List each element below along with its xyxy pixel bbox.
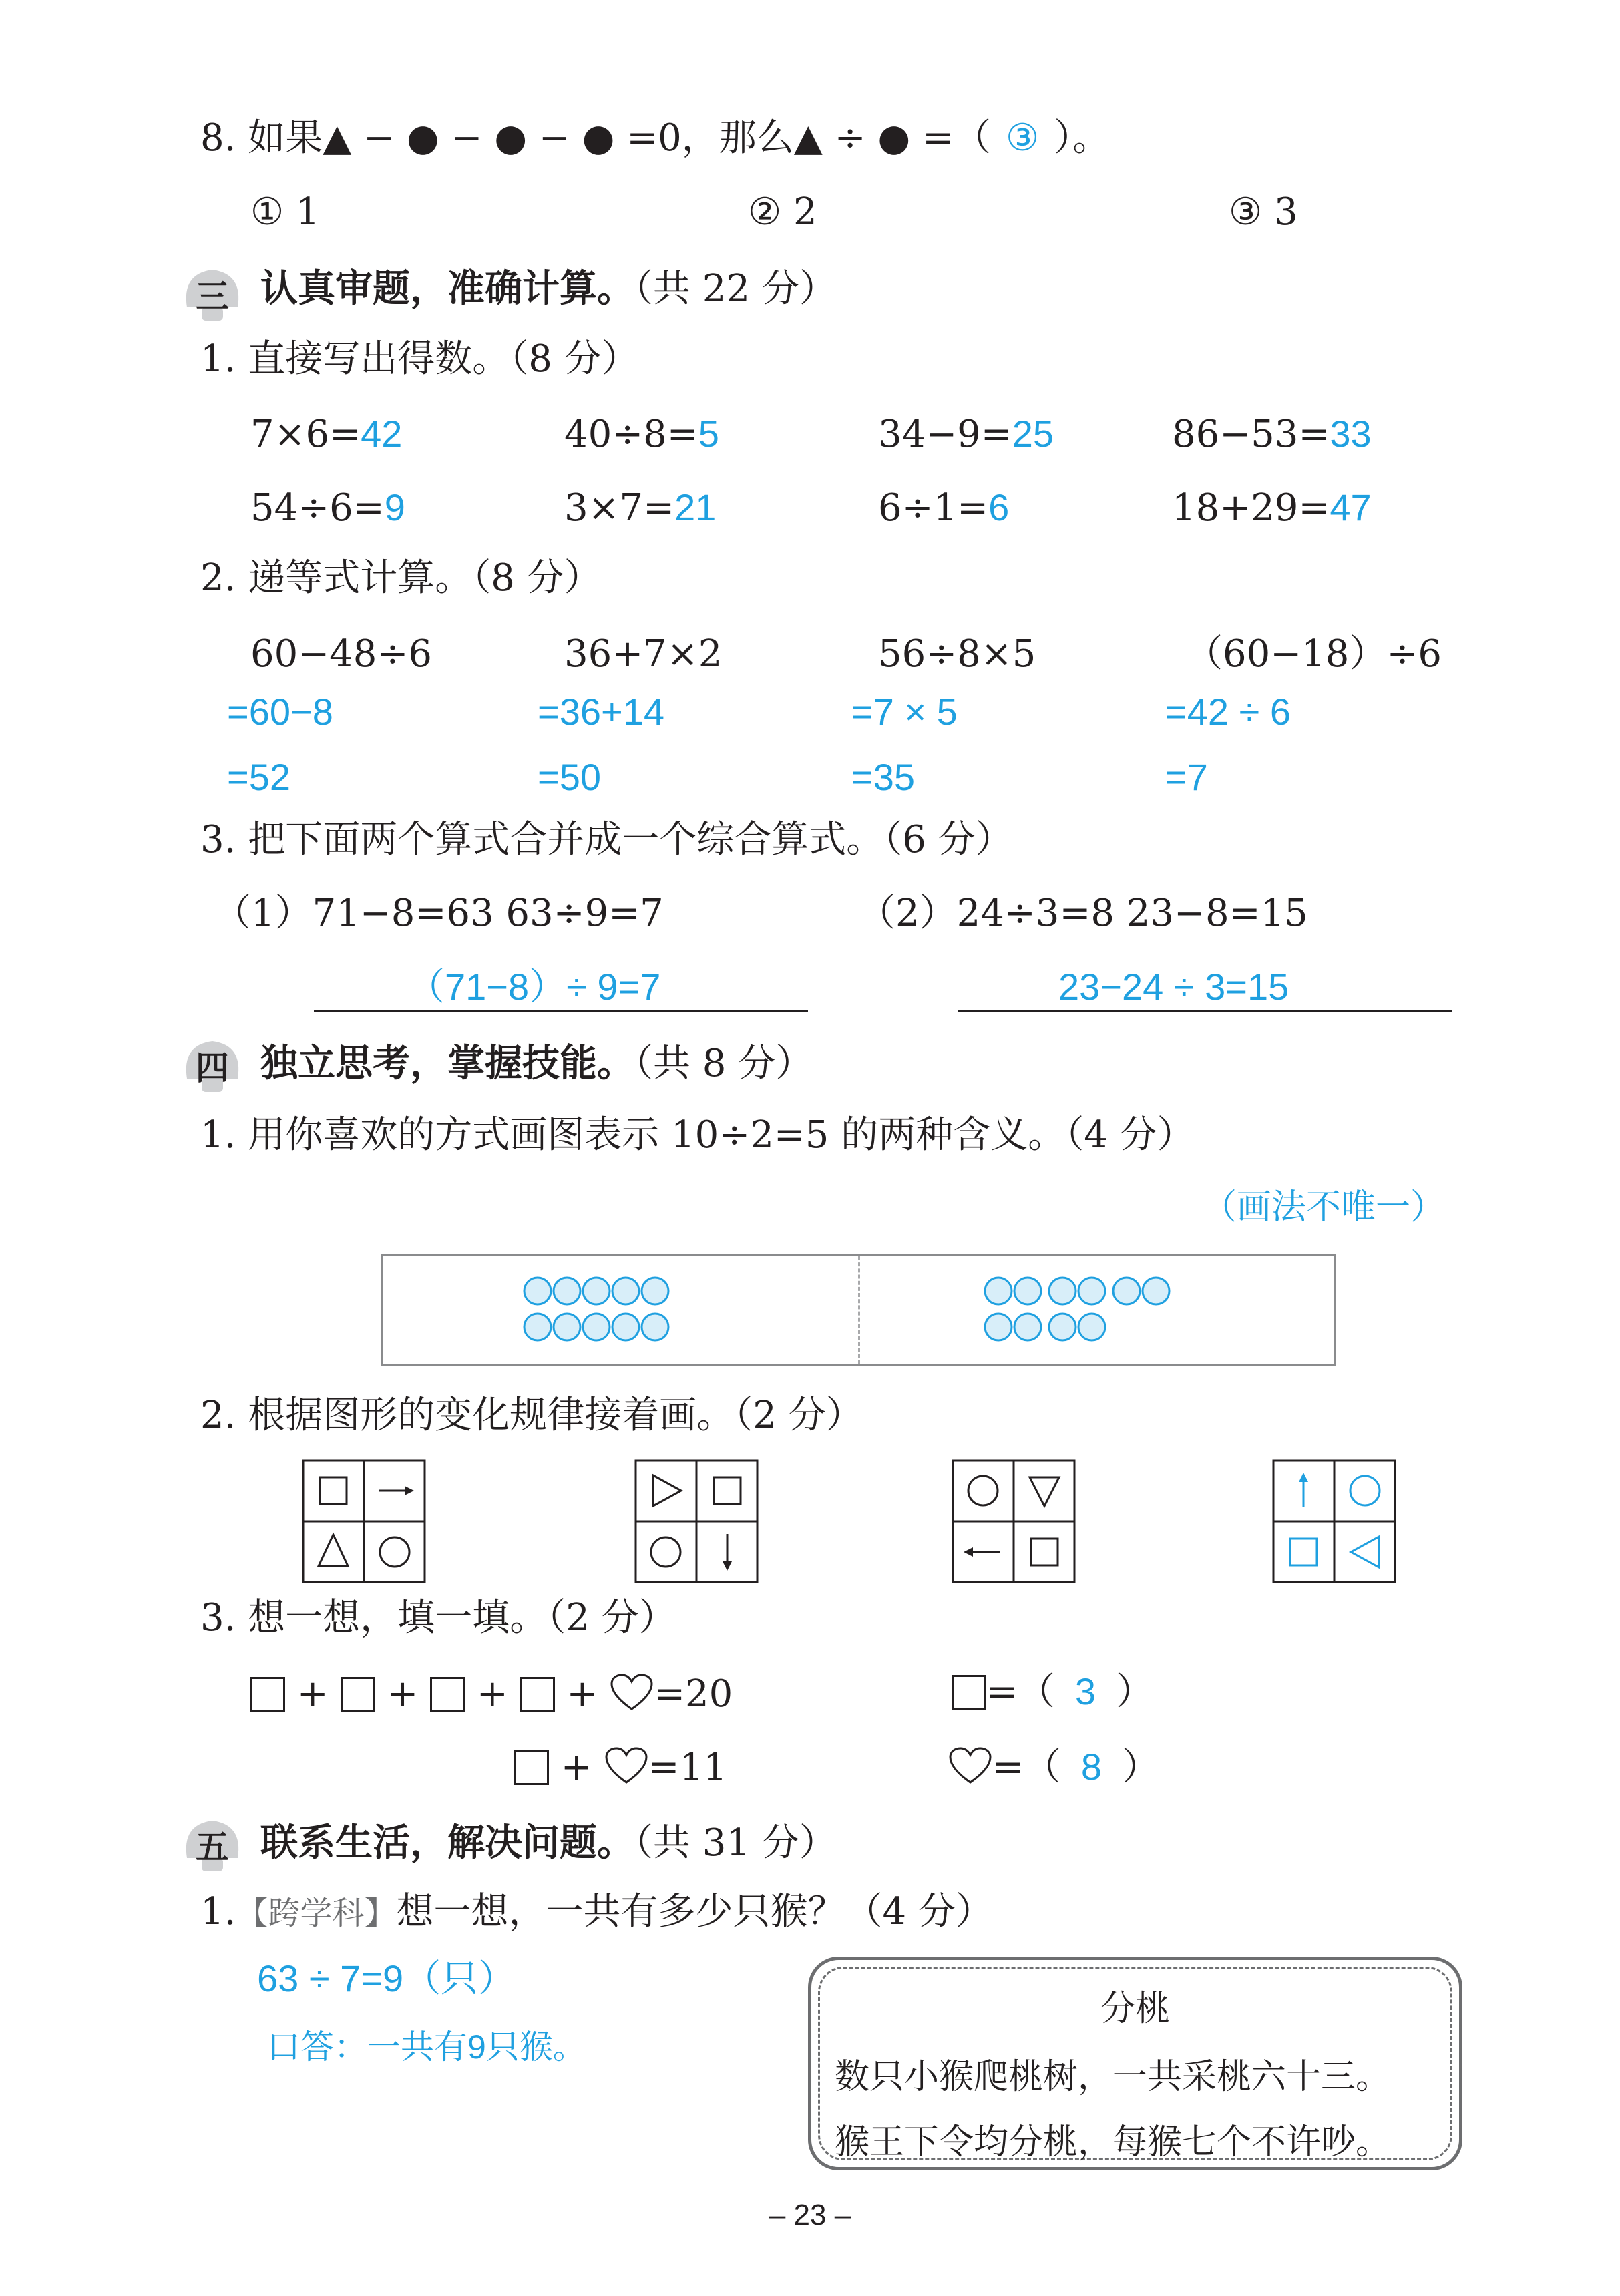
s3-q1-item: 54÷6=9 — [250, 486, 405, 530]
s3-q2-step1: =42 ÷ 6 — [1165, 691, 1291, 733]
q8-answer: ③ — [1005, 116, 1040, 158]
square-shape — [952, 1675, 986, 1710]
s3-q2-expr: 36+7×2 — [564, 632, 723, 676]
poem-line-2: 猴王下令均分桃，每猴七个不许吵。 — [835, 2122, 1391, 2162]
s4-q3-eq2: + =11 — [514, 1746, 727, 1786]
poem-box — [808, 1957, 1462, 2170]
s3-q1-item: 6÷1=6 — [878, 486, 1010, 530]
s3-q3-answer1: （71−8）÷ 9=7 — [407, 966, 661, 1008]
s3-q2-step1: =7 × 5 — [851, 691, 958, 733]
s3-q1-item: 86−53=33 — [1172, 413, 1372, 456]
s3-q2-step2: =7 — [1165, 756, 1208, 798]
section-3-title: 认真审题，准确计算。（共 22 分） — [260, 267, 837, 311]
q8-option-1: ① 1 — [250, 190, 320, 234]
square-shape — [341, 1677, 375, 1712]
s3-q2-label: 2. 递等式计算。（8 分） — [200, 556, 602, 600]
square-shape — [520, 1677, 555, 1712]
q8-tail: ）。 — [1054, 116, 1110, 160]
s3-q2-step2: =35 — [851, 756, 915, 798]
section-5-score: （共 31 分） — [634, 1821, 837, 1865]
s4-q3-square-answer: =（ 3 ） — [952, 1673, 1153, 1711]
pattern-grid-2 — [634, 1459, 759, 1583]
s3-q1-label: 1. 直接写出得数。（8 分） — [200, 337, 639, 381]
s3-q2-step2: =50 — [538, 756, 601, 798]
heart-icon — [948, 1746, 992, 1785]
s4-q3-eq2-value: =11 — [648, 1746, 727, 1789]
s4-q3-eq1: + + + + =20 — [250, 1673, 733, 1713]
section-5-title: 联系生活，解决问题。（共 31 分） — [260, 1821, 837, 1865]
s3-q3-part1: （1）71−8=63 63÷9=7 — [214, 892, 664, 935]
q8-option-2: ② 2 — [748, 190, 817, 234]
s4-q1-drawing-box — [381, 1254, 1336, 1366]
pattern-grid-4-answer — [1272, 1459, 1396, 1583]
pattern-grid-3 — [952, 1459, 1076, 1583]
circles-group-right — [984, 1270, 1184, 1350]
s3-q1-item: 7×6=42 — [250, 413, 403, 456]
s3-q3-answer2: 23−24 ÷ 3=15 — [1058, 966, 1289, 1008]
s3-q1-item: 3×7=21 — [564, 486, 717, 530]
s4-q1-note: （画法不唯一） — [1202, 1188, 1446, 1227]
s5-q1-answer: 63 ÷ 7=9（只） — [257, 1957, 516, 1999]
drawing-divider — [858, 1256, 860, 1364]
section-5-badge: 五 — [180, 1811, 244, 1875]
square-shape — [430, 1677, 465, 1712]
q8-label: 8. 如果▲ − ● − ● − ● =0，那么▲ ÷ ● =（ — [200, 116, 991, 160]
section-3-badge: 三 — [180, 260, 244, 325]
s3-q2-expr: 60−48÷6 — [250, 632, 432, 676]
s3-q2-step1: =60−8 — [227, 691, 333, 733]
section-3-score: （共 22 分） — [634, 267, 837, 311]
q8-line — [200, 116, 1110, 160]
s3-q1-item: 40÷8=5 — [564, 413, 719, 456]
s3-q3-part2: （2）24÷3=8 23−8=15 — [858, 892, 1308, 935]
heart-icon — [604, 1746, 648, 1785]
s3-q2-expr: 56÷8×5 — [878, 632, 1036, 676]
square-shape — [514, 1750, 549, 1785]
s4-q3-eq1-value: =20 — [654, 1672, 733, 1716]
s3-q1-item: 34−9=25 — [878, 413, 1054, 456]
s3-q2-step1: =36+14 — [538, 691, 664, 733]
s3-q3-underline-2 — [958, 1010, 1452, 1012]
cross-subject-tag: 【跨学科】 — [236, 1895, 397, 1932]
poem-title: 分桃 — [1100, 1989, 1170, 2029]
section-4-score: （共 8 分） — [634, 1042, 813, 1085]
s5-q1-reply: 口答：一共有9只猴。 — [267, 2028, 586, 2066]
square-shape — [250, 1677, 285, 1712]
poem-line-1: 数只小猴爬桃树，一共采桃六十三。 — [835, 2057, 1391, 2097]
q8-option-3: ③ 3 — [1229, 190, 1298, 234]
s4-q2-label: 2. 根据图形的变化规律接着画。（2 分） — [200, 1394, 863, 1437]
heart-icon — [610, 1673, 654, 1712]
section-4-title: 独立思考，掌握技能。（共 8 分） — [260, 1042, 813, 1085]
s3-q2-expr: （60−18）÷6 — [1185, 632, 1442, 676]
circles-group-left — [523, 1270, 696, 1350]
s3-q3-underline-1 — [314, 1010, 808, 1012]
s4-q3-label: 3. 想一想，填一填。（2 分） — [200, 1596, 676, 1640]
s5-q1-label: 1.【跨学科】想一想，一共有多少只猴？（4 分） — [200, 1890, 993, 1933]
section-4-badge: 四 — [180, 1032, 244, 1096]
pattern-grid-1 — [302, 1459, 426, 1583]
page-number: – 23 – — [769, 2198, 851, 2231]
s4-q3-heart-answer: =（ 8 ） — [948, 1746, 1159, 1786]
s4-q1-label: 1. 用你喜欢的方式画图表示 10÷2=5 的两种含义。（4 分） — [200, 1113, 1195, 1157]
s3-q1-item: 18+29=47 — [1172, 486, 1372, 530]
s3-q3-label: 3. 把下面两个算式合并成一个综合算式。（6 分） — [200, 818, 1013, 862]
s3-q2-step2: =52 — [227, 756, 290, 798]
